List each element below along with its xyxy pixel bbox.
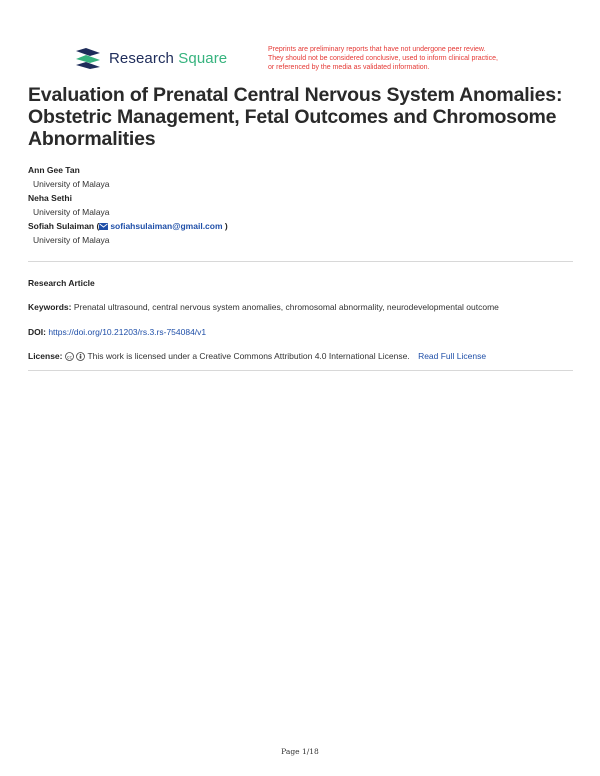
author-name: Sofiah Sulaiman: [28, 221, 95, 231]
author-affiliation: University of Malaya: [33, 235, 110, 245]
research-square-logo[interactable]: [75, 47, 227, 69]
keywords-line: [28, 302, 499, 312]
corresponding-author: [28, 220, 228, 233]
disclaimer-line: or referenced by the media as validated information.: [268, 64, 430, 71]
brand-name-part1: Research: [109, 49, 174, 67]
svg-text:cc: cc: [66, 355, 72, 361]
page-number: Page 1/18: [281, 747, 319, 756]
author-affiliation: University of Malaya: [33, 207, 110, 217]
divider: [28, 370, 573, 371]
author-email-link[interactable]: sofiahsulaiman@gmail.com: [110, 221, 223, 231]
license-label: License:: [28, 351, 63, 361]
attribution-icon: [76, 352, 85, 361]
author-name: Ann Gee Tan: [28, 165, 80, 175]
disclaimer-line: Preprints are preliminary reports that have not undergone peer review.: [268, 46, 486, 53]
brand-name-part2: Square: [178, 49, 228, 67]
preprint-disclaimer: [268, 45, 568, 72]
author-affiliation: University of Malaya: [33, 179, 110, 189]
paper-title: Evaluation of Prenatal Central Nervous System Anomalies: Obstetric Management, Fetal Outcomes and Chromosome Abnormalities: [28, 84, 563, 150]
read-full-license-link[interactable]: Read Full License: [418, 351, 487, 361]
research-square-logo-icon: [75, 47, 101, 69]
article-type: Research Article: [28, 278, 95, 288]
close-paren: ): [222, 221, 228, 231]
keywords-value: Prenatal ultrasound, central nervous system anomalies, chromosomal abnormality, neurodevelopmental outcome: [73, 302, 499, 312]
keywords-label: Keywords:: [28, 302, 72, 312]
open-paren: (: [94, 221, 100, 231]
mail-icon: [99, 223, 108, 230]
doi-line: [28, 327, 206, 337]
author-list: [28, 164, 228, 248]
doi-label: DOI:: [28, 327, 46, 337]
license-line: [28, 351, 486, 361]
license-text: This work is licensed under a Creative Commons Attribution 4.0 International License.: [87, 351, 410, 361]
disclaimer-line: They should not be considered conclusive, used to inform clinical practice,: [268, 55, 498, 62]
brand-name: [109, 50, 227, 67]
divider: [28, 261, 573, 262]
cc-icon: [65, 352, 74, 361]
author-name: Neha Sethi: [28, 193, 72, 203]
doi-link[interactable]: https://doi.org/10.21203/rs.3.rs-754084/v1: [48, 327, 207, 337]
